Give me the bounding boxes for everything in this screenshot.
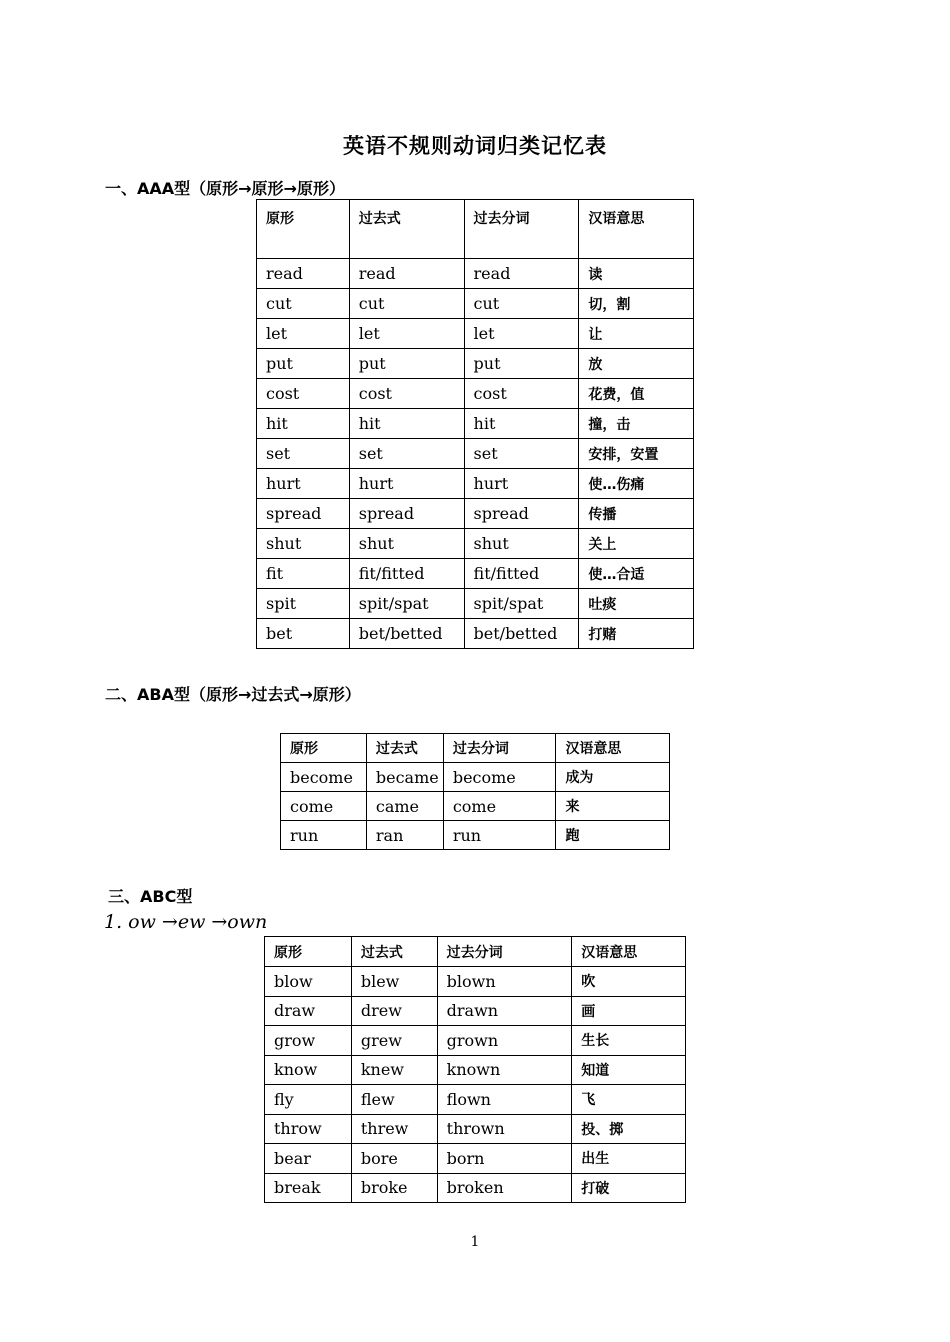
cell-past-tense: became: [366, 763, 443, 792]
table-row: [257, 319, 694, 349]
table-row: [265, 996, 686, 1026]
cell-meaning: 放: [579, 349, 694, 379]
table-row: [265, 1114, 686, 1144]
table-row: [265, 1085, 686, 1115]
column-header-past-tense: 过去式: [351, 937, 437, 967]
table-row: [281, 821, 670, 850]
cell-past-tense: broke: [351, 1173, 437, 1203]
page-title: 英语不规则动词归类记忆表: [343, 134, 607, 158]
table-header-row: [265, 937, 686, 967]
cell-meaning: 生长: [572, 1026, 686, 1056]
cell-base-form: come: [281, 792, 367, 821]
cell-past-participle: run: [443, 821, 556, 850]
cell-past-participle: become: [443, 763, 556, 792]
cell-past-tense: put: [349, 349, 464, 379]
cell-base-form: blow: [265, 967, 352, 997]
column-header-past-participle: 过去分词: [464, 200, 579, 259]
cell-meaning: 画: [572, 996, 686, 1026]
cell-past-participle: blown: [437, 967, 572, 997]
cell-past-tense: knew: [351, 1055, 437, 1085]
table-row: [257, 499, 694, 529]
column-header-past-tense: 过去式: [349, 200, 464, 259]
cell-past-tense: hurt: [349, 469, 464, 499]
cell-past-tense: blew: [351, 967, 437, 997]
table-row: [265, 1026, 686, 1056]
cell-past-tense: set: [349, 439, 464, 469]
table-row: [265, 1055, 686, 1085]
cell-base-form: throw: [265, 1114, 352, 1144]
cell-meaning: 飞: [572, 1085, 686, 1115]
cell-past-participle: thrown: [437, 1114, 572, 1144]
cell-meaning: 使…合适: [579, 559, 694, 589]
cell-past-participle: come: [443, 792, 556, 821]
table-header-row: [281, 734, 670, 763]
cell-base-form: become: [281, 763, 367, 792]
cell-meaning: 出生: [572, 1144, 686, 1174]
cell-past-participle: hit: [464, 409, 579, 439]
cell-past-tense: hit: [349, 409, 464, 439]
cell-base-form: cost: [257, 379, 350, 409]
cell-meaning: 跑: [556, 821, 670, 850]
cell-meaning: 投、掷: [572, 1114, 686, 1144]
table-row: [257, 559, 694, 589]
cell-base-form: run: [281, 821, 367, 850]
cell-base-form: shut: [257, 529, 350, 559]
table-row: [257, 619, 694, 649]
table-header-row: [257, 200, 694, 259]
cell-meaning: 打破: [572, 1173, 686, 1203]
cell-past-participle: cut: [464, 289, 579, 319]
cell-past-tense: bore: [351, 1144, 437, 1174]
section-heading-aba: 二、ABA型（原形→过去式→原形）: [105, 685, 361, 704]
cell-past-participle: hurt: [464, 469, 579, 499]
cell-past-participle: born: [437, 1144, 572, 1174]
cell-past-participle: cost: [464, 379, 579, 409]
cell-past-tense: cost: [349, 379, 464, 409]
cell-base-form: hit: [257, 409, 350, 439]
cell-past-tense: read: [349, 259, 464, 289]
cell-past-participle: spit/spat: [464, 589, 579, 619]
cell-past-participle: broken: [437, 1173, 572, 1203]
table-row: [257, 289, 694, 319]
table-row: [257, 409, 694, 439]
table-row: [281, 792, 670, 821]
table-row: [257, 589, 694, 619]
cell-past-participle: grown: [437, 1026, 572, 1056]
cell-past-participle: let: [464, 319, 579, 349]
cell-past-tense: came: [366, 792, 443, 821]
cell-past-tense: ran: [366, 821, 443, 850]
cell-base-form: set: [257, 439, 350, 469]
column-header-base-form: 原形: [257, 200, 350, 259]
table-row: [265, 1144, 686, 1174]
cell-meaning: 吐痰: [579, 589, 694, 619]
table-row: [281, 763, 670, 792]
table-row: [257, 469, 694, 499]
cell-meaning: 传播: [579, 499, 694, 529]
cell-meaning: 成为: [556, 763, 670, 792]
cell-base-form: let: [257, 319, 350, 349]
cell-meaning: 安排，安置: [579, 439, 694, 469]
cell-meaning: 切，割: [579, 289, 694, 319]
table-row: [257, 259, 694, 289]
cell-past-tense: drew: [351, 996, 437, 1026]
column-header-meaning: 汉语意思: [556, 734, 670, 763]
cell-base-form: put: [257, 349, 350, 379]
cell-past-participle: read: [464, 259, 579, 289]
cell-base-form: bear: [265, 1144, 352, 1174]
cell-meaning: 知道: [572, 1055, 686, 1085]
cell-past-participle: known: [437, 1055, 572, 1085]
cell-past-participle: bet/betted: [464, 619, 579, 649]
table-row: [257, 439, 694, 469]
cell-base-form: fly: [265, 1085, 352, 1115]
cell-past-tense: let: [349, 319, 464, 349]
cell-meaning: 吹: [572, 967, 686, 997]
cell-past-participle: set: [464, 439, 579, 469]
cell-past-tense: threw: [351, 1114, 437, 1144]
page-number: 1: [470, 1234, 480, 1250]
table-row: [265, 1173, 686, 1203]
cell-past-participle: shut: [464, 529, 579, 559]
cell-base-form: grow: [265, 1026, 352, 1056]
cell-meaning: 打赌: [579, 619, 694, 649]
cell-base-form: cut: [257, 289, 350, 319]
cell-past-participle: drawn: [437, 996, 572, 1026]
cell-base-form: bet: [257, 619, 350, 649]
cell-past-tense: fit/fitted: [349, 559, 464, 589]
cell-meaning: 让: [579, 319, 694, 349]
cell-meaning: 读: [579, 259, 694, 289]
cell-past-tense: spit/spat: [349, 589, 464, 619]
cell-base-form: spit: [257, 589, 350, 619]
cell-meaning: 花费，值: [579, 379, 694, 409]
table-row: [257, 529, 694, 559]
column-header-past-participle: 过去分词: [437, 937, 572, 967]
cell-meaning: 关上: [579, 529, 694, 559]
table-row: [265, 967, 686, 997]
cell-past-tense: cut: [349, 289, 464, 319]
cell-base-form: break: [265, 1173, 352, 1203]
cell-base-form: read: [257, 259, 350, 289]
cell-base-form: draw: [265, 996, 352, 1026]
subheading-ow-ew-own: 1. ow →ew →own: [104, 911, 268, 933]
cell-past-tense: shut: [349, 529, 464, 559]
column-header-past-participle: 过去分词: [443, 734, 556, 763]
cell-meaning: 来: [556, 792, 670, 821]
column-header-past-tense: 过去式: [366, 734, 443, 763]
column-header-meaning: 汉语意思: [572, 937, 686, 967]
column-header-base-form: 原形: [265, 937, 352, 967]
table-aba: [280, 733, 670, 850]
cell-base-form: spread: [257, 499, 350, 529]
cell-base-form: hurt: [257, 469, 350, 499]
cell-base-form: fit: [257, 559, 350, 589]
cell-past-tense: spread: [349, 499, 464, 529]
cell-base-form: know: [265, 1055, 352, 1085]
cell-past-participle: put: [464, 349, 579, 379]
column-header-base-form: 原形: [281, 734, 367, 763]
cell-past-tense: grew: [351, 1026, 437, 1056]
table-row: [257, 379, 694, 409]
cell-past-tense: bet/betted: [349, 619, 464, 649]
cell-meaning: 撞，击: [579, 409, 694, 439]
cell-past-tense: flew: [351, 1085, 437, 1115]
section-heading-aaa: 一、AAA型（原形→原形→原形）: [105, 179, 345, 198]
table-abc-ow: [264, 936, 686, 1203]
cell-past-participle: spread: [464, 499, 579, 529]
cell-past-participle: flown: [437, 1085, 572, 1115]
table-row: [257, 349, 694, 379]
cell-past-participle: fit/fitted: [464, 559, 579, 589]
table-aaa: [256, 199, 694, 649]
column-header-meaning: 汉语意思: [579, 200, 694, 259]
cell-meaning: 使…伤痛: [579, 469, 694, 499]
section-heading-abc: 三、ABC型: [108, 887, 193, 906]
